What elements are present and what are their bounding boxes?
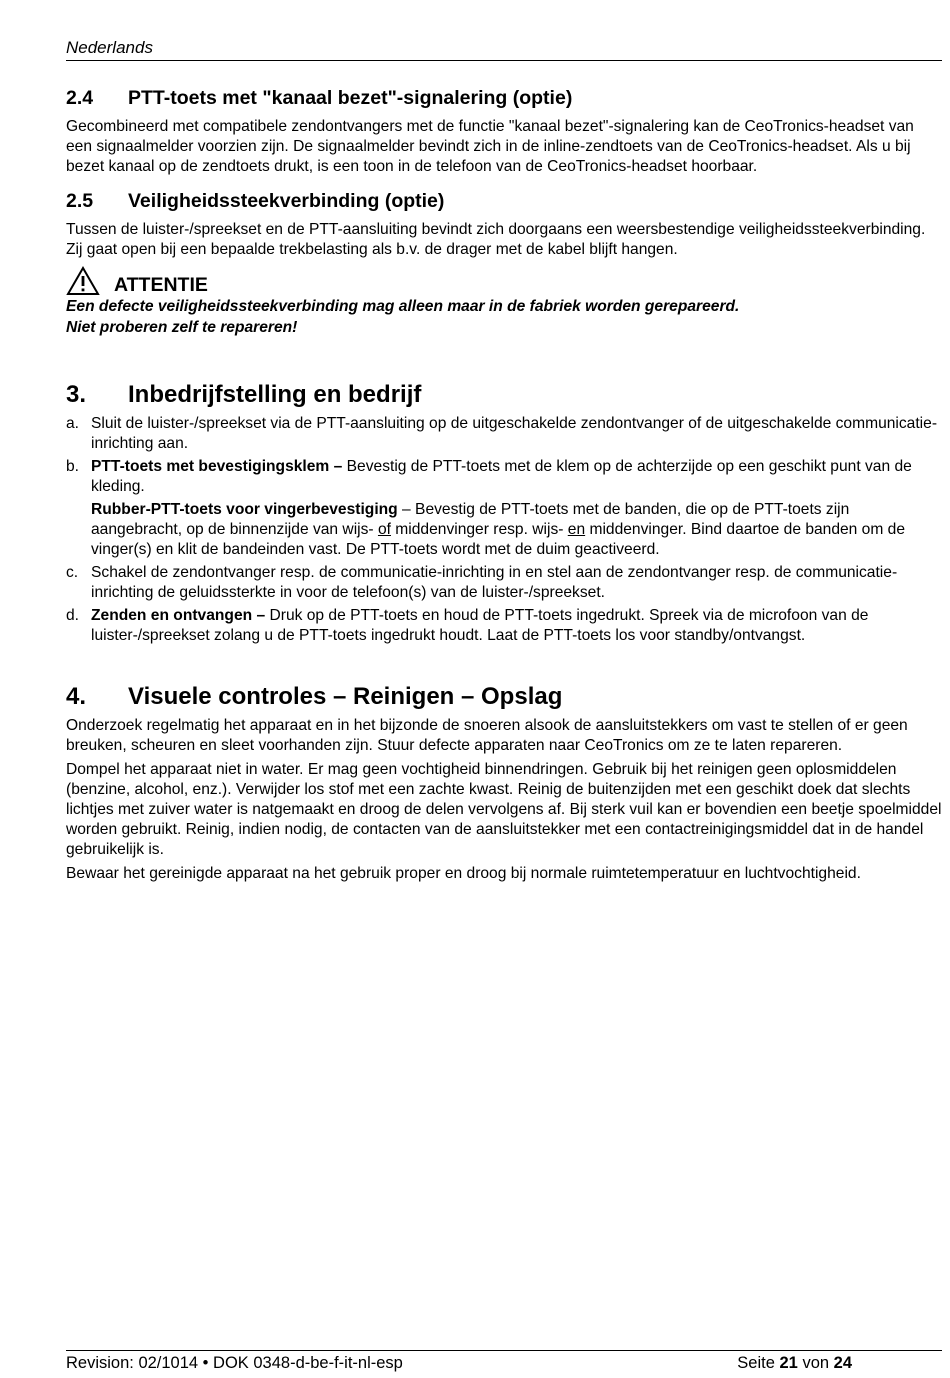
warning-triangle-icon bbox=[66, 266, 100, 296]
section-4-paragraph-2: Dompel het apparaat niet in water. Er mag geen vochtigheid binnendringen. Gebruik bij het reinigen geen oplosmiddelen (benzine, alcohol, enz.). Verwijder los stof met een zachte kwast. Reinig de buitenzijden met een geschikt doek dat slechts lichtjes met zuiver water is natgemaakt en droog de delen vervolgens af. Bij sterk vuil kan er bovendien een beetje spoelmiddel worden gebruikt. Reinig, indien nodig, de contacten van de aansluitstekker met een contactreinigingsmiddel dat in de handel gebruikelijk is. bbox=[66, 761, 942, 858]
section-3-heading bbox=[66, 380, 942, 410]
page-content bbox=[66, 86, 942, 888]
attention-heading bbox=[66, 266, 942, 296]
section-number: 2.5 bbox=[66, 190, 94, 212]
section-2-4-body: Gecombineerd met compatibele zendontvangers met de functie "kanaal bezet"-signalering kan de CeoTronics-headset van een signaalmelder voorzien zijn. De signaalmelder bevindt zich in de inline-zendtoets van de CeoTronics-headset. Als u bij bezet kanaal op de zendtoets drukt, is een toon in de telefoon van de CeoTronics-headset hoorbaar. bbox=[66, 118, 914, 175]
list-item-text: – Bevestig de PTT-toets met de banden, die op de PTT-toets zijn aangebracht, op de binnenzijde van wijs- bbox=[91, 501, 850, 538]
page-total: 24 bbox=[833, 1354, 852, 1372]
page-header bbox=[66, 38, 942, 61]
attention-line-1: Een defecte veiligheidssteekverbinding mag alleen maar in de fabriek worden gerepareerd. bbox=[66, 298, 740, 315]
section-title: Inbedrijfstelling en bedrijf bbox=[128, 381, 422, 408]
header-language: Nederlands bbox=[66, 38, 153, 57]
footer-revision: Revision: 02/1014 • DOK 0348-d-be-f-it-nl-esp bbox=[66, 1354, 403, 1372]
section-2-5-body: Tussen de luister-/spreekset en de PTT-aansluiting bevindt zich doorgaans een weersbestendige veiligheidssteekverbinding. Zij gaat open bij een bepaalde trekbelasting als b.v. de drager met de kabel blijft hangen. bbox=[66, 221, 926, 258]
section-4-heading bbox=[66, 682, 942, 712]
page-footer bbox=[66, 1350, 942, 1373]
section-title: Veiligheidssteekverbinding (optie) bbox=[128, 190, 445, 212]
list-item bbox=[66, 457, 942, 560]
page-prefix: Seite bbox=[737, 1354, 780, 1372]
steps-list bbox=[66, 414, 942, 646]
page-mid: von bbox=[797, 1354, 834, 1372]
list-item bbox=[66, 563, 942, 603]
section-number: 2.4 bbox=[66, 87, 94, 109]
list-item bbox=[66, 606, 942, 646]
list-marker: d. bbox=[66, 607, 80, 624]
list-marker: a. bbox=[66, 415, 80, 432]
underlined-word: of bbox=[377, 521, 391, 538]
section-2-5-heading bbox=[66, 189, 942, 213]
list-item-subparagraph bbox=[91, 500, 942, 560]
list-item-bold: PTT-toets met bevestigingsklem – bbox=[91, 458, 343, 475]
list-item-text: Bevestig de PTT-toets met de klem op de achterzijde op een geschikt punt van de kleding. bbox=[91, 458, 912, 495]
attention-line-2: Niet proberen zelf te repareren! bbox=[66, 319, 298, 336]
list-item-text: Druk op de PTT-toets en houd de PTT-toets ingedrukt. Spreek via de microfoon van de luister-/spreekset zolang u de PTT-toets ingedrukt houdt. Laat de PTT-toets los voor standby/ontvangst. bbox=[91, 607, 869, 644]
list-item-bold: Zenden en ontvangen – bbox=[91, 607, 266, 624]
section-number: 3. bbox=[66, 381, 87, 408]
list-item-text: Sluit de luister-/spreekset via de PTT-aansluiting op de uitgeschakelde zendontvanger of de uitgeschakelde communicatie-inrichting aan. bbox=[91, 415, 938, 452]
section-number: 4. bbox=[66, 683, 87, 710]
section-title: Visuele controles – Reinigen – Opslag bbox=[128, 683, 563, 710]
list-item-text: middenvinger resp. wijs- bbox=[390, 521, 568, 538]
underlined-word: en bbox=[567, 521, 586, 538]
list-item bbox=[66, 414, 942, 454]
page-current: 21 bbox=[779, 1354, 798, 1372]
section-2-4-heading bbox=[66, 86, 942, 110]
attention-title: ATTENTIE bbox=[114, 274, 208, 296]
list-marker: c. bbox=[66, 564, 79, 581]
list-item-text: Schakel de zendontvanger resp. de communicatie-inrichting in en stel aan de zendontvanger resp. de communicatie-inrichting de geluidssterkte in voor de telefoon(s) van de luister-/spreekset. bbox=[91, 564, 898, 601]
list-item-text: middenvinger. Bind daartoe de banden om de vinger(s) en klit de bandeinden vast. De PTT-toets wordt met de duim geactiveerd. bbox=[91, 521, 906, 558]
list-marker: b. bbox=[66, 458, 80, 475]
section-4-paragraph-3: Bewaar het gereinigde apparaat na het gebruik proper en droog bij normale ruimtetemperatuur en luchtvochtigheid. bbox=[66, 865, 861, 882]
section-title: PTT-toets met "kanaal bezet"-signalering (optie) bbox=[128, 87, 573, 109]
page-number bbox=[737, 1354, 942, 1373]
list-item-bold: Rubber-PTT-toets voor vingerbevestiging bbox=[91, 501, 398, 518]
section-4-paragraph-1: Onderzoek regelmatig het apparaat en in het bijzonde de snoeren alsook de aansluitstekkers om vast te stellen of er geen breuken, scheuren en sleet voorhanden zijn. Stuur defecte apparaten naar CeoTronics om ze te laten repareren. bbox=[66, 717, 908, 754]
